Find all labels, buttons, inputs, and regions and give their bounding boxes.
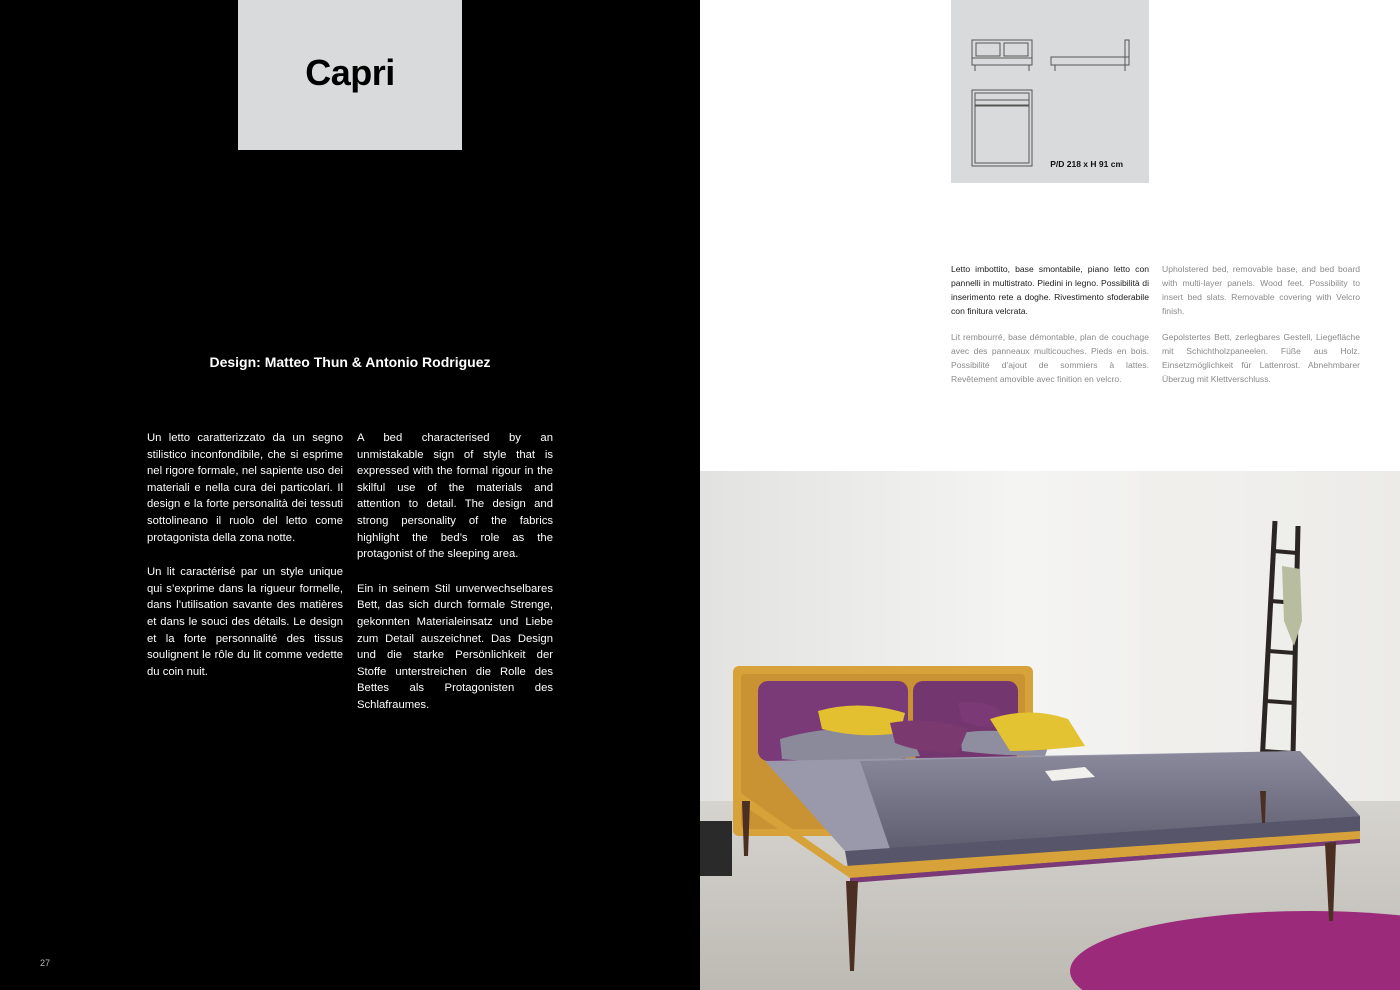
dimensions-label: P/D 218 x H 91 cm (1050, 159, 1123, 169)
side-view-drawing (1051, 40, 1129, 71)
spec-french: Lit rembourré, base démontable, plan de couchage avec des panneaux multicouches. Pieds en bois. Possibilité d’ajout de sommiers à lattes. Revêtement amovible avec finition en velcro. (951, 332, 1149, 384)
technical-drawing-box (951, 0, 1149, 183)
text-column-right (357, 430, 553, 714)
front-view-drawing (972, 40, 1032, 71)
title-box (238, 0, 462, 150)
spec-german: Gepolstertes Bett, zerlegbares Gestell, Liegefläche mit Schichtholzpaneelen. Füße aus Holz. Einsetzmöglichkeit für Lattenrost. Abnehmbarer Überzug mit Klettverschluss. (1162, 332, 1360, 384)
description-italian: Un letto caratterizzato da un segno stilistico inconfondibile, che si esprime nel rigore formale, nel sapiente uso dei materiali e nella cura dei particolari. Il design e la forte personalità dei tessuti sottolineano il ruolo del letto come protagonista della zona notte. (147, 432, 343, 544)
top-view-drawing (972, 90, 1032, 166)
designer-credit: Design: Matteo Thun & Antonio Rodriguez (209, 354, 491, 370)
product-title: Capri (305, 52, 395, 93)
wall-column (1140, 471, 1215, 801)
stool (700, 821, 732, 876)
text-column-left (147, 430, 343, 680)
spec-english: Upholstered bed, removable base, and bed board with multi-layer panels. Wood feet. Possibility to insert bed slats. Removable covering with Velcro finish. (1162, 264, 1360, 316)
description-german: Ein in seinem Stil unverwechselbares Bett, das sich durch formale Strenge, gekonnten Materialeinsatz und Liebe zum Detail auszeichnet. Das Design und die starke Persönlichkeit der Stoffe unterstreichen die Rolle des Bettes als Protagonisten des Schlafraumes. (357, 582, 553, 711)
description-french: Un lit caractérisé par un style unique qui s’exprime dans la rigueur formelle, dans l’utilisation savante des matières et dans le souci des détails. Le design et la forte personnalité des tissus soulignent le rôle du lit comme vedette du coin nuit. (147, 566, 343, 678)
technical-drawing (951, 0, 1149, 183)
bed-photo (700, 471, 1400, 990)
page-number-left: 27 (40, 958, 51, 968)
description-english: A bed characterised by an unmistakable sign of style that is expressed with the formal rigour in the skilful use of the materials and attention to detail. The design and strong personality of the fabrics highlight the bed’s role as the protagonist of the sleeping area. (357, 432, 553, 561)
spec-italian: Letto imbottito, base smontabile, piano letto con pannelli in multistrato. Piedini in legno. Possibilità di inserimento rete a doghe. Rivestimento sfoderabile con finitura velcrata. (951, 264, 1149, 316)
